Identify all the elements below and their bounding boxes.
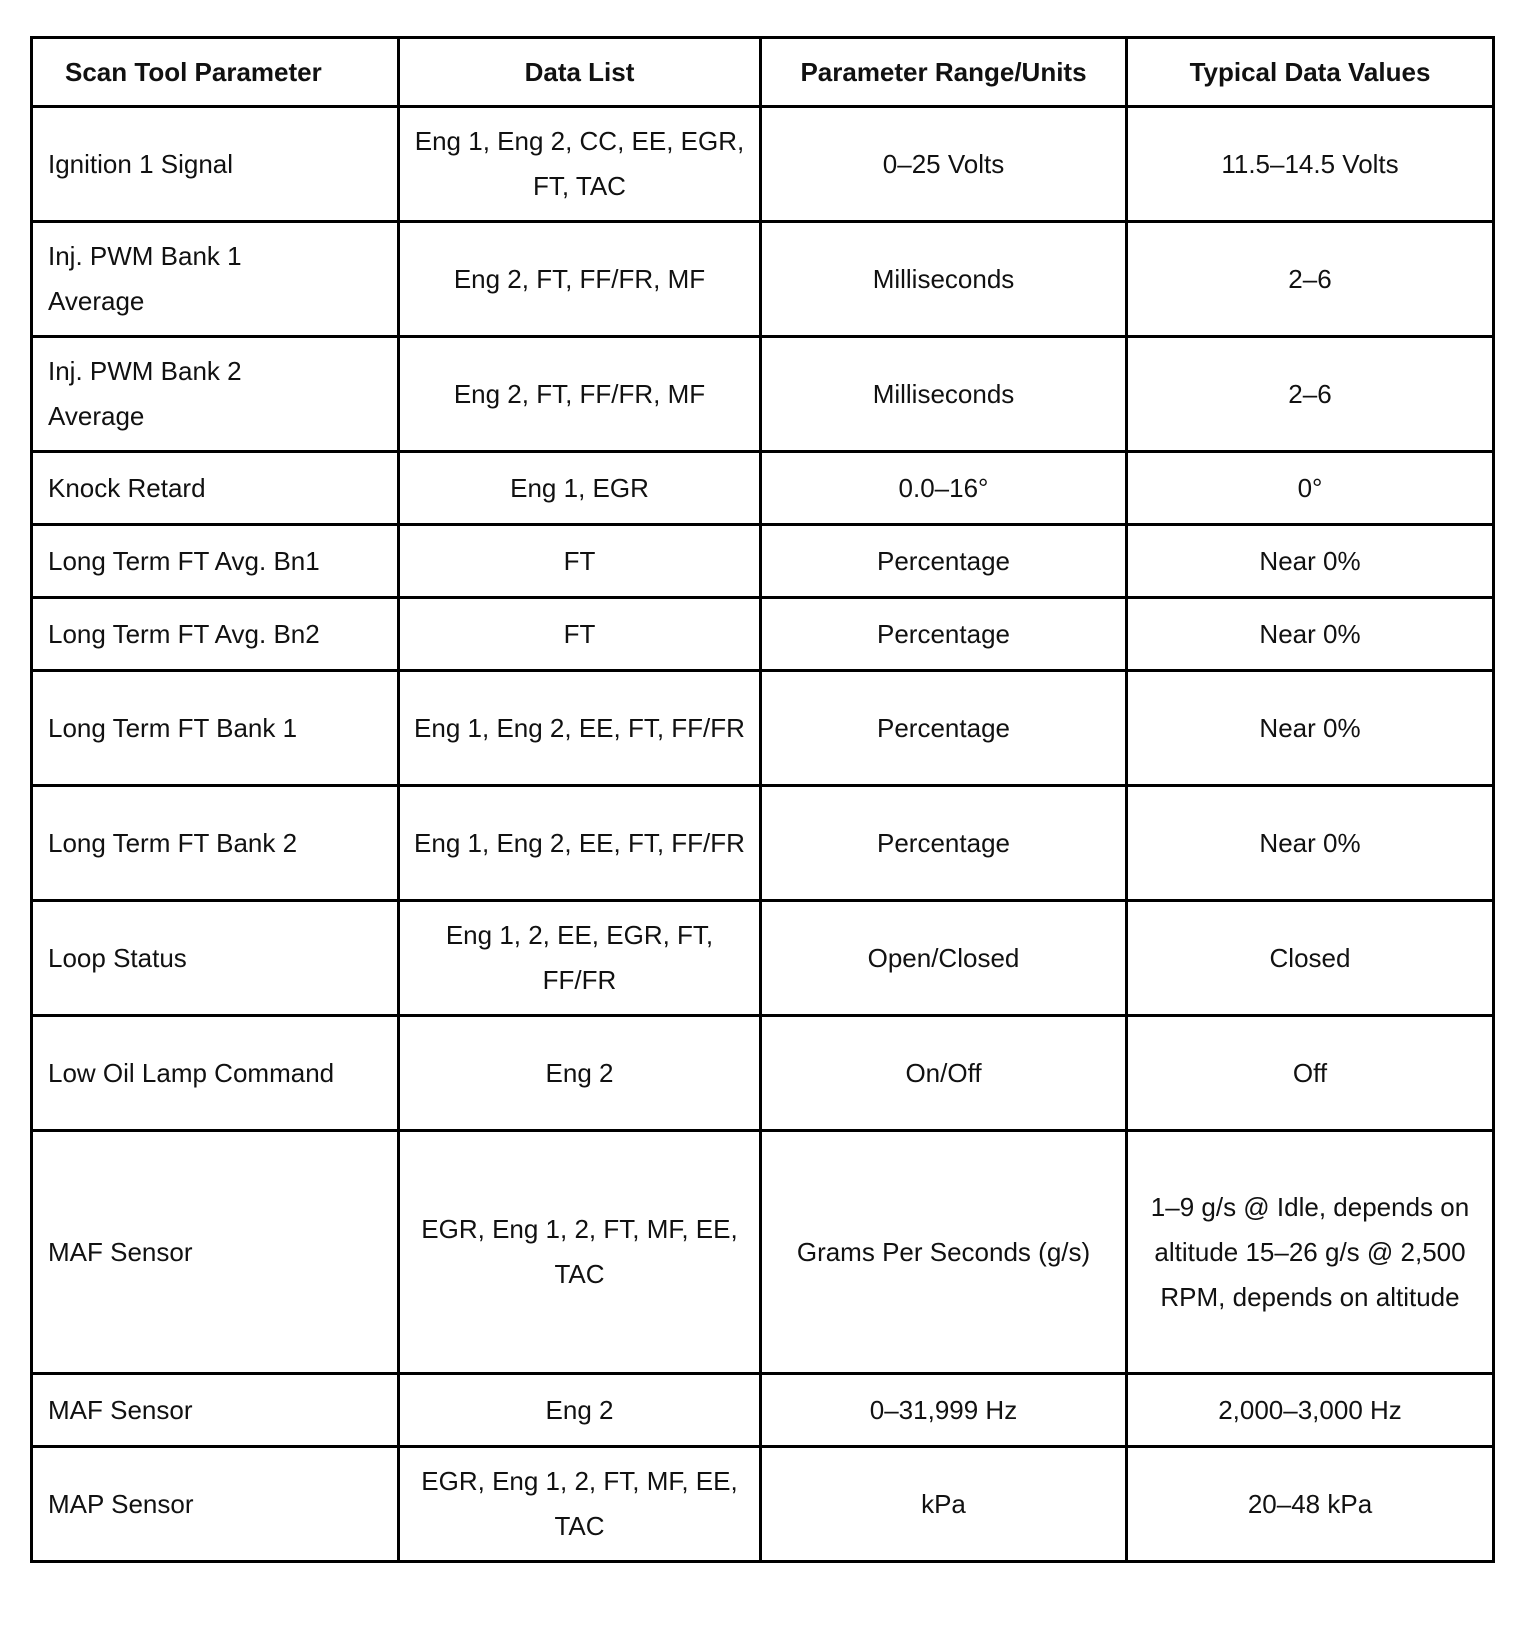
typical-value-cell: 2–6 [1127, 337, 1494, 452]
range-units-cell: Percentage [761, 786, 1127, 901]
table-row [32, 901, 1494, 1016]
typical-value-cell: 11.5–14.5 Volts [1127, 107, 1494, 222]
parameter-cell: Long Term FT Avg. Bn2 [32, 598, 399, 671]
data-list-cell: Eng 1, Eng 2, EE, FT, FF/FR [399, 671, 761, 786]
data-list-cell: Eng 1, Eng 2, CC, EE, EGR, FT, TAC [399, 107, 761, 222]
header-row [32, 38, 1494, 107]
parameter-cell: MAF Sensor [32, 1131, 399, 1374]
table-row [32, 452, 1494, 525]
typical-value-cell: 2–6 [1127, 222, 1494, 337]
data-list-cell: EGR, Eng 1, 2, FT, MF, EE, TAC [399, 1447, 761, 1562]
range-units-cell: On/Off [761, 1016, 1127, 1131]
typical-value-cell: Near 0% [1127, 671, 1494, 786]
table-row [32, 222, 1494, 337]
typical-value-cell: 20–48 kPa [1127, 1447, 1494, 1562]
table-row [32, 786, 1494, 901]
data-list-cell: Eng 2 [399, 1016, 761, 1131]
scan-tool-data-table [30, 36, 1495, 1563]
range-units-cell: Milliseconds [761, 337, 1127, 452]
typical-value-cell: Near 0% [1127, 598, 1494, 671]
typical-value-cell: Closed [1127, 901, 1494, 1016]
data-list-cell: Eng 1, EGR [399, 452, 761, 525]
table-row [32, 1131, 1494, 1374]
data-list-cell: EGR, Eng 1, 2, FT, MF, EE, TAC [399, 1131, 761, 1374]
table-row [32, 1016, 1494, 1131]
table-row [32, 671, 1494, 786]
typical-value-cell: Near 0% [1127, 525, 1494, 598]
parameter-cell: Long Term FT Bank 2 [32, 786, 399, 901]
parameter-cell: MAP Sensor [32, 1447, 399, 1562]
header-scan-tool-parameter: Scan Tool Parameter [32, 38, 399, 107]
parameter-cell: MAF Sensor [32, 1374, 399, 1447]
table-row [32, 598, 1494, 671]
table-row [32, 525, 1494, 598]
data-list-cell: Eng 2, FT, FF/FR, MF [399, 222, 761, 337]
typical-value-cell: 0° [1127, 452, 1494, 525]
data-list-cell: FT [399, 598, 761, 671]
data-list-cell: FT [399, 525, 761, 598]
table-row [32, 1374, 1494, 1447]
range-units-cell: kPa [761, 1447, 1127, 1562]
range-units-cell: Open/Closed [761, 901, 1127, 1016]
table-row [32, 107, 1494, 222]
header-data-list: Data List [399, 38, 761, 107]
range-units-cell: Grams Per Seconds (g/s) [761, 1131, 1127, 1374]
range-units-cell: 0–31,999 Hz [761, 1374, 1127, 1447]
range-units-cell: Percentage [761, 598, 1127, 671]
data-list-cell: Eng 1, Eng 2, EE, FT, FF/FR [399, 786, 761, 901]
parameter-cell: Inj. PWM Bank 1 Average [32, 222, 399, 337]
parameter-cell: Inj. PWM Bank 2 Average [32, 337, 399, 452]
table-row [32, 337, 1494, 452]
typical-value-cell: Off [1127, 1016, 1494, 1131]
header-typical-data-values: Typical Data Values [1127, 38, 1494, 107]
table-row [32, 1447, 1494, 1562]
parameter-cell: Ignition 1 Signal [32, 107, 399, 222]
parameter-cell: Long Term FT Bank 1 [32, 671, 399, 786]
data-list-cell: Eng 1, 2, EE, EGR, FT, FF/FR [399, 901, 761, 1016]
typical-value-cell: 1–9 g/s @ Idle, depends on altitude 15–26 g/s @ 2,500 RPM, depends on altitude [1127, 1131, 1494, 1374]
parameter-cell: Long Term FT Avg. Bn1 [32, 525, 399, 598]
range-units-cell: Percentage [761, 525, 1127, 598]
parameter-cell: Knock Retard [32, 452, 399, 525]
typical-value-cell: 2,000–3,000 Hz [1127, 1374, 1494, 1447]
range-units-cell: 0.0–16° [761, 452, 1127, 525]
range-units-cell: Milliseconds [761, 222, 1127, 337]
data-list-cell: Eng 2, FT, FF/FR, MF [399, 337, 761, 452]
parameter-cell: Loop Status [32, 901, 399, 1016]
parameter-cell: Low Oil Lamp Command [32, 1016, 399, 1131]
header-parameter-range-units: Parameter Range/Units [761, 38, 1127, 107]
range-units-cell: Percentage [761, 671, 1127, 786]
data-list-cell: Eng 2 [399, 1374, 761, 1447]
range-units-cell: 0–25 Volts [761, 107, 1127, 222]
typical-value-cell: Near 0% [1127, 786, 1494, 901]
